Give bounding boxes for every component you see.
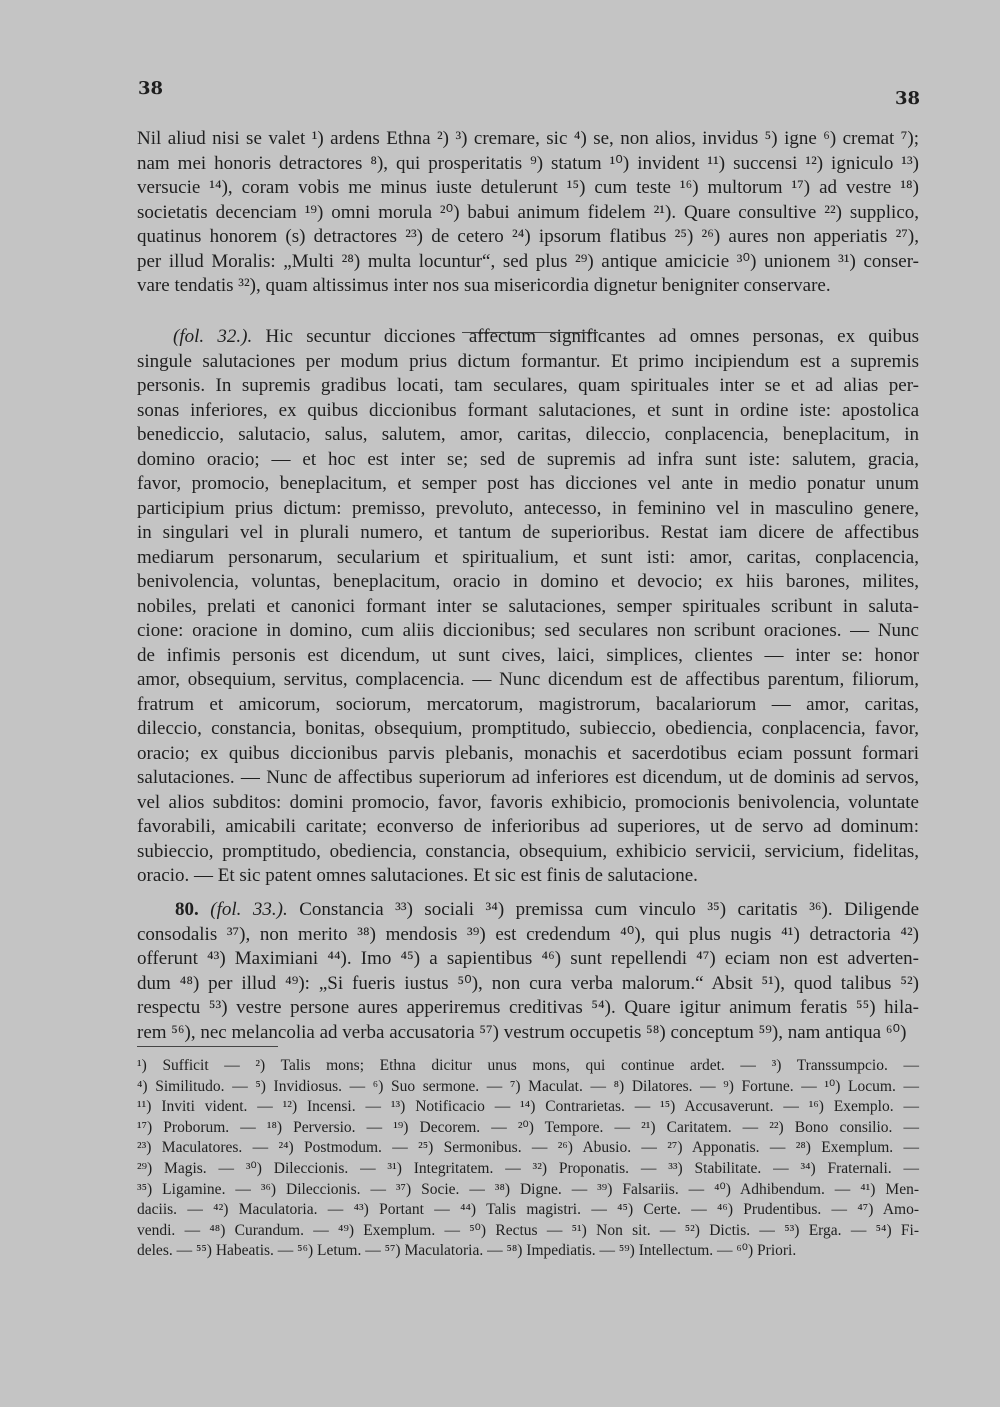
- text-line: [137, 1138, 919, 1159]
- text-line-content: deles. — ⁵⁵) Habeatis. — ⁵⁶) Letum. — ⁵⁷) Maculatoria. — ⁵⁸) Impediatis. — ⁵⁹) Intellectum. — ⁶⁰) Priori.: [137, 1242, 797, 1260]
- text-line-content: ²³) Maculatores. — ²⁴) Postmodum. — ²⁵) Sermonibus. — ²⁶) Abusio. — ²⁷) Apponatis. — ²⁸) Exemplum. —: [137, 1139, 919, 1157]
- text-line: [137, 546, 919, 571]
- text-line-content: benivolencia, voluntas, beneplacitum, oracio in domino et devocio; ex hiis barones, milites,: [137, 571, 919, 592]
- text-line: [137, 717, 919, 742]
- text-line-content: sonas inferiores, ex quibus diccionibus formant salutaciones, et sunt in ordine iste: apostolica: [137, 399, 919, 421]
- text-line: [137, 250, 919, 275]
- text-line-content: mediarum personarum, secularium et spiritualium, et sunt isti: amor, caritas, conplacencia,: [137, 546, 919, 568]
- text-line-content: dum ⁴⁸) per illud ⁴⁹): „Si fueris iustus ⁵⁰), non cura verba malorum.“ Absit ⁵¹), quod talibus ⁵²): [137, 972, 919, 994]
- text-line-content: de infimis personis est dicendum, ut sunt cives, laici, simplices, clientes — inter se: honor: [137, 644, 919, 666]
- text-line-content: societatis decenciam ¹⁹) omni morula ²⁰) babui animum fidelem ²¹). Quare consultive ²²) supplico,: [137, 201, 919, 223]
- page-number-left: 38: [138, 78, 164, 99]
- text-line: [137, 1056, 919, 1077]
- text-line: [137, 176, 919, 201]
- text-line-content: quatinus honorem (s) detractores ²³) de cetero ²⁴) ipsorum flatibus ²⁵) ²⁶) aures non apperiatis ²⁷),: [137, 226, 919, 247]
- text-line: [137, 1159, 919, 1180]
- text-line-content: rem ⁵⁶), nec melancolia ad verba accusatoria ⁵⁷) vestrum occupetis ⁵⁸) conceptum ⁵⁹), nam antiqua ⁶⁰): [137, 1021, 907, 1043]
- text-line: [137, 497, 919, 522]
- text-line-content: nam mei honoris detractores ⁸), qui prosperitatis ⁹) statum ¹⁰) invident ¹¹) succensi ¹²) igniculo ¹³): [137, 152, 919, 174]
- text-line-content: nobiles, prelati et canonici formant inter se salutaciones, semper spirituales scribunt in saluta-: [137, 595, 919, 617]
- text-line: [137, 644, 919, 669]
- text-line: [137, 595, 919, 620]
- text-line-content: benediccio, salutacio, salus, salutem, amor, caritas, dileccio, conplacencia, beneplacitum, in: [137, 424, 919, 445]
- text-line-content: fratrum et amicorum, sociorum, mercatorum, magistrorum, bacalariorum — amor, caritas,: [137, 693, 919, 715]
- text-line-content: Constancia ³³) sociali ³⁴) premissa cum vinculo ³⁵) caritatis ³⁶). Diligende: [299, 899, 920, 920]
- text-line: [137, 693, 919, 718]
- text-line: [137, 1021, 919, 1046]
- text-line-content: respectu ⁵³) vestre persone aures apperiremus creditivas ⁵⁴). Quare igitur animum feratis ⁵⁵) hila-: [137, 997, 919, 1018]
- text-line: [137, 521, 919, 546]
- text-line-content: participium prius dictum: premisso, prevoluto, antecesso, in feminino vel in masculino genere,: [137, 497, 919, 519]
- section-number: 80.: [175, 899, 211, 920]
- text-line-content: ¹⁷) Proborum. — ¹⁸) Perversio. — ¹⁹) Decorem. — ²⁰) Tempore. — ²¹) Caritatem. — ²²) Bono consilio. —: [137, 1118, 919, 1136]
- text-line: [137, 1097, 919, 1118]
- text-line: [137, 815, 919, 840]
- text-line-content: subieccio, promptitudo, obediencia, constancia, obsequium, exhibicio servicii, servicium, fidelitas,: [137, 840, 919, 862]
- text-line: [137, 791, 919, 816]
- text-line: [137, 152, 919, 177]
- text-line: [137, 325, 919, 350]
- text-line: [137, 399, 919, 424]
- paragraph-salutations: [137, 325, 919, 889]
- text-line-content: Nil aliud nisi se valet ¹) ardens Ethna ²) ³) cremare, sic ⁴) se, non alios, invidus ⁵) igne ⁶) cremat ⁷);: [137, 128, 919, 149]
- text-line: [137, 972, 919, 997]
- page-number-right: 38: [894, 88, 920, 109]
- text-line: [137, 668, 919, 693]
- text-line-content: singule salutaciones per modum prius dictum formantur. Et primo incipiendum est a supremis: [137, 350, 919, 372]
- text-line-content: amor, obsequium, servitus, complacencia. — Nunc dicendum est de affectibus parentum, filiorum,: [137, 669, 919, 690]
- footnotes: [137, 1056, 919, 1262]
- text-line: [137, 742, 919, 767]
- text-line: [137, 996, 919, 1021]
- paragraph-letter-1: [137, 127, 919, 299]
- text-line-content: per illud Moralis: „Multi ²⁸) multa locuntur“, sed plus ²⁹) antique amicicie ³⁰) unionem ³¹) conser-: [137, 250, 919, 272]
- text-line-content: domino oracio; — et hoc est inter se; sed de supremis ad infra sunt iste: salutem, gracia,: [137, 448, 919, 470]
- paragraph-letter-80: [137, 898, 919, 1045]
- text-line-content: cione: oracione in domino, cum aliis diccionibus; sed seculares non scribunt oraciones. — Nunc: [137, 620, 919, 641]
- text-line: [137, 127, 919, 152]
- text-line-content: vare tendatis ³²), quam altissimus inter nos sua misericordia dignetur benigniter conservare.: [137, 275, 831, 296]
- text-line: [137, 1077, 919, 1098]
- footnote-divider: [137, 1046, 278, 1047]
- text-line: [137, 1241, 919, 1262]
- text-line: [137, 201, 919, 226]
- text-line: [137, 472, 919, 497]
- text-line: [137, 225, 919, 250]
- text-line: [137, 448, 919, 473]
- text-line: [137, 374, 919, 399]
- text-line-content: vendi. — ⁴⁸) Curandum. — ⁴⁹) Exemplum. — ⁵⁰) Rectus — ⁵¹) Non sit. — ⁵²) Dictis. — ⁵³) Erga. — ⁵⁴) Fi-: [137, 1221, 919, 1239]
- text-line-content: offerunt ⁴³) Maximiani ⁴⁴). Imo ⁴⁵) a sapientibus ⁴⁶) sunt repellendi ⁴⁷) eciam non est adverten-: [137, 948, 919, 969]
- text-line: [137, 619, 919, 644]
- text-line-content: vel alios subditos: domini promocio, favor, favoris exhibicio, promocionis benivolencia, voluntate: [137, 791, 919, 813]
- text-line: [137, 864, 919, 889]
- text-line-content: ³⁵) Ligamine. — ³⁶) Dileccionis. — ³⁷) Socie. — ³⁸) Digne. — ³⁹) Falsariis. — ⁴⁰) Adhibendum. — ⁴¹) Men-: [137, 1180, 919, 1198]
- text-line: [137, 350, 919, 375]
- text-line-content: personis. In supremis gradibus locati, tam seculares, quam spirituales inter se et ad alias per-: [137, 375, 919, 396]
- text-line-content: oracio. — Et sic patent omnes salutaciones. Et sic est finis de salutacione.: [137, 865, 698, 886]
- text-line: [137, 1221, 919, 1242]
- folio-reference: (fol. 32.).: [173, 326, 266, 347]
- text-line-content: salutaciones. — Nunc de affectibus superiorum ad inferiores est dicendum, ut de dominis ad servos,: [137, 767, 919, 788]
- text-line-content: ¹) Sufficit — ²) Talis mons; Ethna dicitur unus mons, qui continue ardet. — ³) Transsumpcio. —: [137, 1057, 919, 1074]
- text-line: [137, 923, 919, 948]
- text-line: [137, 570, 919, 595]
- text-line: [137, 766, 919, 791]
- text-line: [137, 1200, 919, 1221]
- text-line: [137, 423, 919, 448]
- text-line-content: favorabili, amicabili caritate; econverso de inferioribus ad superiores, ut de servo ad dominum:: [137, 816, 919, 837]
- text-line-content: versucie ¹⁴), coram vobis me minus iuste detulerunt ¹⁵) cum teste ¹⁶) multorum ¹⁷) ad vestre ¹⁸): [137, 177, 919, 198]
- text-line-content: oracio; ex quibus diccionibus parvis plebanis, monachis et sacerdotibus eciam possunt formari: [137, 742, 919, 764]
- text-line-content: consodalis ³⁷), non merito ³⁸) mendosis ³⁹) est credendum ⁴⁰), qui plus nugis ⁴¹) detractoria ⁴²): [137, 923, 919, 945]
- text-line-content: ¹¹) Inviti vident. — ¹²) Incensi. — ¹³) Notificacio — ¹⁴) Contrarietas. — ¹⁵) Accusaverunt. — ¹⁶) Exemplo. —: [137, 1098, 919, 1116]
- text-line: [137, 947, 919, 972]
- text-line: [137, 898, 919, 923]
- text-line: [137, 274, 919, 299]
- text-line-content: Hic secuntur dicciones affectum significantes ad omnes personas, ex quibus: [265, 326, 920, 347]
- text-line-content: ⁴) Similitudo. — ⁵) Invidiosus. — ⁶) Suo sermone. — ⁷) Maculat. — ⁸) Dilatores. — ⁹) Fortune. — ¹⁰) Locum. —: [137, 1077, 919, 1095]
- text-line-content: favor, promocio, beneplacitum, et semper post has dicciones vel ante in medio ponatur unum: [137, 473, 919, 494]
- text-line: [137, 1180, 919, 1201]
- text-line-content: daciis. — ⁴²) Maculatoria. — ⁴³) Portant — ⁴⁴) Talis magistri. — ⁴⁵) Certe. — ⁴⁶) Prudentibus. — ⁴⁷) Amo-: [137, 1201, 919, 1219]
- text-line: [137, 840, 919, 865]
- text-line: [137, 1118, 919, 1139]
- text-line-content: ²⁹) Magis. — ³⁰) Dileccionis. — ³¹) Integritatem. — ³²) Proponatis. — ³³) Stabilitate. — ³⁴) Fraternali. —: [137, 1159, 919, 1177]
- text-line-content: in singulari vel in plurali numero, et tantum de superioribus. Restat iam dicere de affectibus: [137, 522, 919, 543]
- text-line-content: dileccio, constancia, bonitas, obsequium, promptitudo, subieccio, obediencia, conplacencia, favor,: [137, 718, 919, 739]
- folio-reference: (fol. 33.).: [210, 899, 300, 920]
